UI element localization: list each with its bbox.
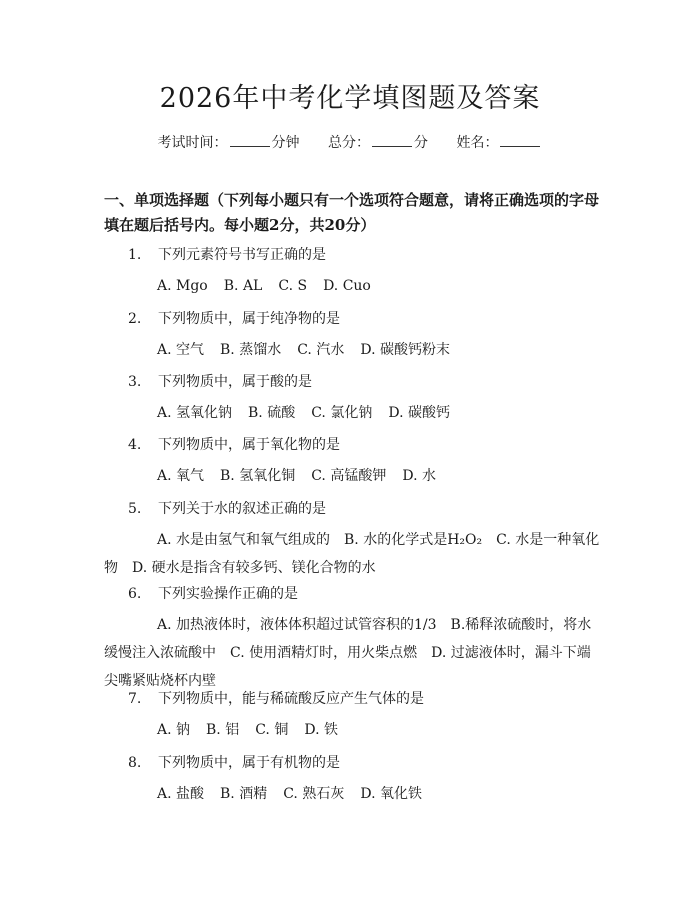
option-d: D. 铁	[304, 722, 338, 738]
option-b: B. 水的化学式是H₂O₂	[344, 532, 483, 548]
question-text: 下列物质中，能与稀硫酸反应产生气体的是	[158, 691, 424, 707]
option-c: C. S	[278, 278, 308, 294]
question-1-options	[157, 276, 597, 296]
option-a: A. 盐酸	[157, 786, 205, 802]
option-b: B. 铝	[206, 722, 240, 738]
question-text: 下列元素符号书写正确的是	[158, 247, 326, 263]
question-3	[128, 372, 598, 392]
question-text: 下列物质中，属于酸的是	[158, 374, 312, 390]
question-7	[128, 689, 598, 709]
question-2	[128, 309, 598, 329]
question-text: 下列物质中，属于氧化物的是	[158, 437, 340, 453]
question-5-options	[104, 526, 600, 582]
total-score-blank	[372, 132, 412, 147]
question-number: 2.	[128, 311, 142, 327]
total-score-label: 总分：	[328, 135, 370, 151]
option-c: C. 高锰酸钾	[311, 468, 387, 484]
option-d: D. 水	[402, 468, 436, 484]
option-b: B. 氢氧化铜	[220, 468, 296, 484]
question-4	[128, 435, 598, 455]
exam-time-blank	[230, 132, 270, 147]
question-8-options	[157, 784, 597, 804]
name-blank	[500, 132, 540, 147]
option-a: A. Mgo	[157, 278, 208, 294]
question-number: 7.	[128, 691, 142, 707]
option-d: D. 碳酸钙粉末	[360, 342, 450, 358]
option-d: D. 碳酸钙	[388, 405, 450, 421]
name-label: 姓名：	[456, 135, 499, 151]
option-b: B. 硫酸	[248, 405, 296, 421]
question-6	[128, 584, 598, 604]
question-number: 1.	[128, 247, 142, 263]
option-c: C. 水是一种氧化物	[104, 532, 600, 576]
option-d: D. 氧化铁	[360, 786, 422, 802]
question-number: 3.	[128, 374, 142, 390]
option-a: A. 氢氧化钠	[157, 405, 233, 421]
exam-time-label: 考试时间：	[157, 135, 228, 151]
question-2-options	[157, 340, 597, 360]
option-c: C. 熟石灰	[283, 786, 345, 802]
question-6-options	[104, 611, 600, 695]
option-c: C. 汽水	[297, 342, 345, 358]
question-number: 4.	[128, 437, 142, 453]
question-text: 下列物质中，属于有机物的是	[158, 755, 340, 771]
option-b: B.稀释浓硫酸时，将水缓慢注入浓硫酸中	[104, 617, 592, 661]
page-title: 2026年中考化学填图题及答案	[159, 83, 541, 114]
option-c: C. 使用酒精灯时，用火柴点燃	[230, 645, 418, 661]
option-b: B. AL	[223, 278, 263, 294]
exam-time-field	[158, 132, 300, 153]
question-8	[128, 753, 598, 773]
question-number: 6.	[128, 586, 142, 602]
question-number: 5.	[128, 501, 142, 517]
total-score-unit: 分	[414, 135, 428, 151]
option-a: A. 水是由氢气和氧气组成的	[157, 532, 331, 548]
question-number: 8.	[128, 755, 142, 771]
option-a: A. 氧气	[157, 468, 205, 484]
option-d: D. 硬水是指含有较多钙、镁化合物的水	[132, 560, 376, 576]
question-4-options	[157, 466, 597, 486]
option-d: D. Cuo	[323, 278, 371, 294]
option-d: D. 过滤液体时，漏斗下端尖嘴紧贴烧杯内壁	[104, 645, 591, 689]
question-text: 下列物质中，属于纯净物的是	[158, 311, 340, 327]
question-3-options	[157, 403, 597, 423]
option-c: C. 铜	[255, 722, 289, 738]
option-b: B. 蒸馏水	[220, 342, 282, 358]
name-field	[456, 132, 542, 153]
exam-info-line	[0, 132, 700, 153]
option-a: A. 空气	[157, 342, 205, 358]
section-heading: 一、单项选择题（下列每小题只有一个选项符合题意，请将正确选项的字母填在题后括号内。每小题2分，共20分）	[104, 191, 600, 234]
option-a: A. 钠	[157, 722, 191, 738]
question-text: 下列关于水的叙述正确的是	[158, 501, 326, 517]
total-score-field	[328, 132, 428, 153]
option-a: A. 加热液体时，液体体积超过试管容积的1/3	[157, 617, 437, 633]
question-1	[128, 245, 598, 265]
option-b: B. 酒精	[220, 786, 268, 802]
option-c: C. 氯化钠	[311, 405, 373, 421]
question-5	[128, 499, 598, 519]
question-text: 下列实验操作正确的是	[158, 586, 298, 602]
exam-time-unit: 分钟	[271, 135, 300, 151]
question-7-options	[157, 720, 597, 740]
